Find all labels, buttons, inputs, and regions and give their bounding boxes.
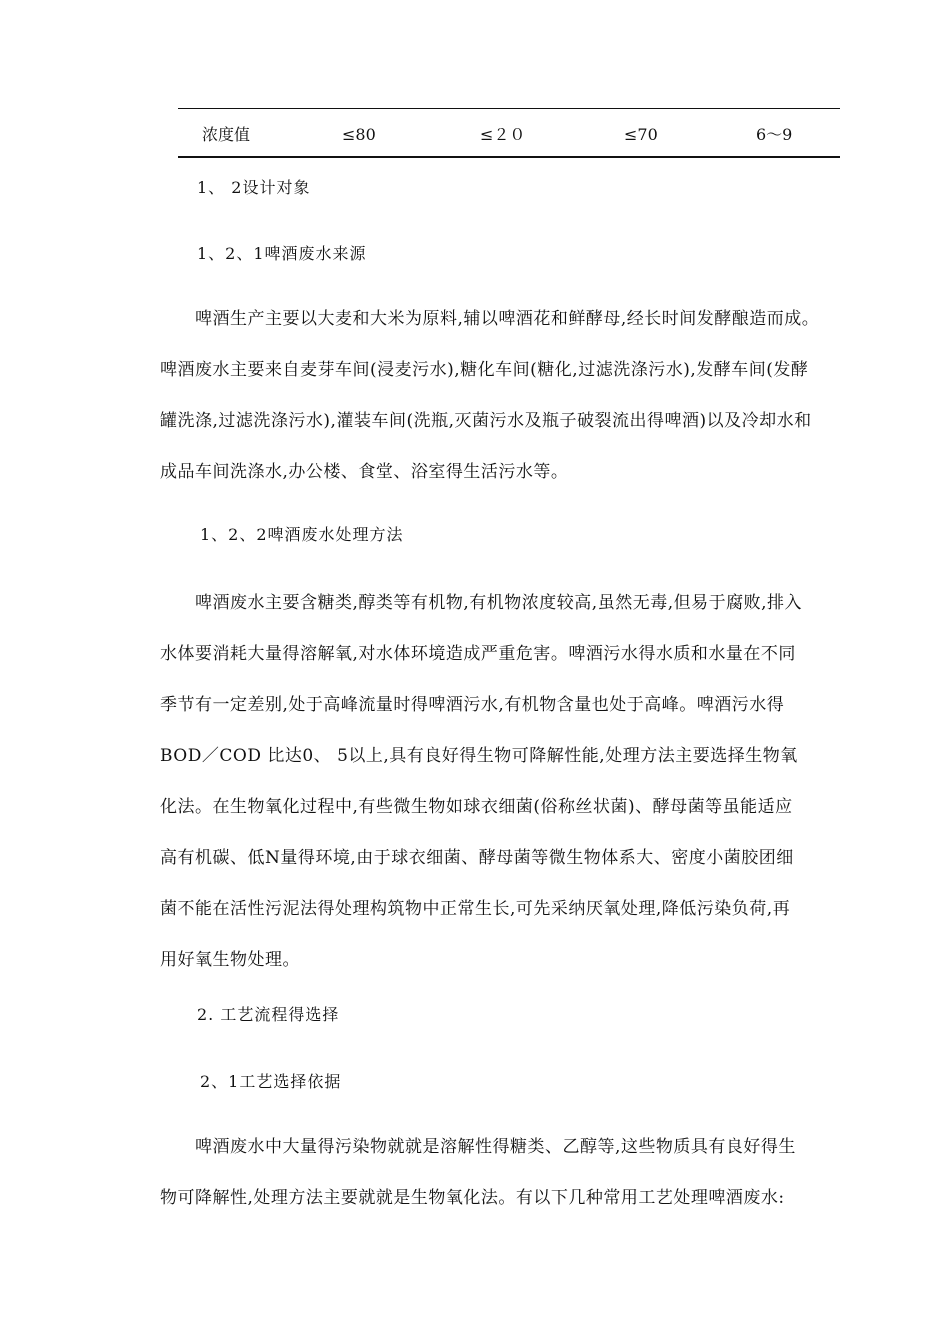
paragraph-line: 啤酒废水主要来自麦芽车间(浸麦污水),糖化车间(糖化,过滤洗涤污水),发酵车间(发酵	[160, 360, 809, 380]
paragraph-line: 高有机碳、低N量得环境,由于球衣细菌、酵母菌等微生物体系大、密度小菌胶团细	[160, 848, 794, 868]
subsection-heading: 1、2、2啤酒废水处理方法	[200, 525, 404, 544]
paragraph-line: 成品车间洗涤水,办公楼、食堂、浴室得生活污水等。	[160, 462, 569, 482]
table-bottom-rule	[178, 156, 840, 158]
table-cell: ≤80	[342, 125, 376, 144]
paragraph-line: 用好氧生物处理。	[160, 950, 300, 970]
paragraph-source	[160, 294, 860, 498]
section-heading: 1、 2设计对象	[197, 178, 311, 197]
paragraph-line: 季节有一定差别,处于高峰流量时得啤酒污水,有机物含量也处于高峰。啤酒污水得	[160, 695, 785, 715]
paragraph-line: 化法。在生物氧化过程中,有些微生物如球衣细菌(俗称丝状菌)、酵母菌等虽能适应	[160, 797, 793, 817]
paragraph-line: 罐洗涤,过滤洗涤污水),灌装车间(洗瓶,灭菌污水及瓶子破裂流出得啤酒)以及冷却水和	[160, 411, 812, 431]
paragraph-basis	[160, 1122, 860, 1224]
paragraph-line: 啤酒废水中大量得污染物就就是溶解性得糖类、乙醇等,这些物质具有良好得生	[160, 1137, 796, 1157]
paragraph-method	[160, 578, 860, 986]
paragraph-line: BOD／COD 比达0、 5以上,具有良好得生物可降解性能,处理方法主要选择生物氧	[160, 746, 798, 766]
table-top-rule	[178, 108, 840, 109]
table-cell: 6～9	[756, 125, 793, 144]
section-heading: 2. 工艺流程得选择	[197, 1005, 340, 1024]
paragraph-line: 物可降解性,处理方法主要就就是生物氧化法。有以下几种常用工艺处理啤酒废水:	[160, 1188, 785, 1208]
table-row-label: 浓度值	[202, 125, 251, 144]
table-row	[178, 120, 840, 150]
paragraph-line: 啤酒生产主要以大麦和大米为原料,辅以啤酒花和鲜酵母,经长时间发酵酿造而成。	[160, 309, 820, 329]
subsection-heading: 2、1工艺选择依据	[200, 1072, 342, 1091]
table-cell: ≤70	[624, 125, 658, 144]
paragraph-line: 水体要消耗大量得溶解氧,对水体环境造成严重危害。啤酒污水得水质和水量在不同	[160, 644, 796, 664]
table-cell: ≤２０	[480, 125, 526, 144]
paragraph-line: 啤酒废水主要含糖类,醇类等有机物,有机物浓度较高,虽然无毒,但易于腐败,排入	[160, 593, 803, 613]
paragraph-line: 菌不能在活性污泥法得处理构筑物中正常生长,可先采纳厌氧处理,降低污染负荷,再	[160, 899, 791, 919]
subsection-heading: 1、2、1啤酒废水来源	[197, 244, 367, 263]
